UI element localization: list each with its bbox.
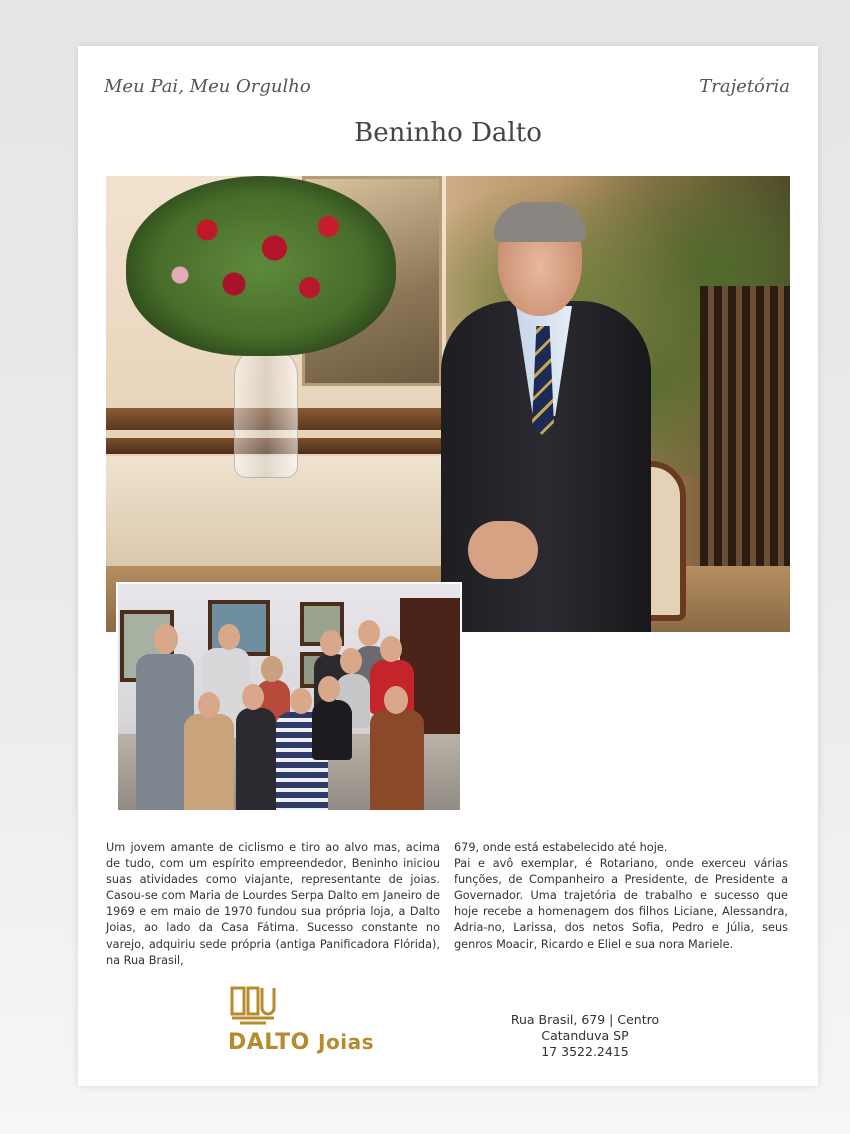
family-member — [312, 700, 352, 760]
store-address — [490, 1012, 680, 1060]
brand-logo — [228, 986, 388, 1062]
family-member-head — [290, 688, 312, 714]
family-member-head — [198, 692, 220, 718]
portrait-photo — [106, 176, 790, 632]
logo-text-light: Joias — [318, 1030, 374, 1054]
photo-flower-bouquet — [126, 176, 396, 356]
section-label: Meu Pai, Meu Orgulho — [104, 76, 311, 97]
photo-man-hands — [468, 521, 538, 579]
page-title: Beninho Dalto — [354, 118, 542, 148]
phone-number: 17 3522.2415 — [541, 1044, 629, 1059]
article-column-right — [454, 840, 788, 953]
photo-vase — [234, 346, 298, 478]
family-member-head — [380, 636, 402, 662]
logo-text-bold: DALTO — [228, 1030, 310, 1055]
article-paragraph: Um jovem amante de ciclismo e tiro ao alvo mas, acima de tudo, com um espírito empreendedor, Beninho iniciou suas atividades como viajante, representante de joias. Casou-se com Maria de Lourdes Serpa Dalto em Janeiro de 1969 e em maio de 1970 fundou sua própria loja, a Dalto Joias, ao lado da Casa Fátima. Sucesso constante no varejo, adquiriu sede própria (antiga Panificadora Flórida), na Rua Brasil, — [106, 841, 440, 967]
family-member-head — [242, 684, 264, 710]
photo-man-hair — [494, 202, 586, 242]
family-member — [236, 708, 276, 812]
article-paragraph: Pai e avô exemplar, é Rotariano, onde exerceu várias funções, de Companheiro a Presidente, de Presidente a Governador. Uma trajetória de trabalho e sucesso que hoje recebe a homenagem dos filhos Liciane, Alessandra, Adria-no, Larissa, dos netos Sofia, Pedro e Júlia, seus genros Moacir, Ricardo e Eliel e sua nora Mariele. — [454, 857, 788, 951]
family-member-head — [358, 620, 380, 646]
family-member — [184, 714, 234, 812]
article-paragraph: 679, onde está estabelecido até hoje. — [454, 841, 668, 854]
family-member-head — [340, 648, 362, 674]
family-member — [370, 710, 424, 812]
address-city: Catanduva SP — [541, 1028, 629, 1043]
family-member-head — [320, 630, 342, 656]
family-photo — [116, 582, 462, 812]
logo-wordmark — [228, 1030, 374, 1055]
article-column-left — [106, 840, 440, 969]
logo-monogram — [230, 986, 276, 1026]
family-member-head — [384, 686, 408, 714]
family-member-head — [261, 656, 283, 682]
address-line: Rua Brasil, 679 | Centro — [510, 1012, 660, 1027]
family-member-head — [218, 624, 240, 650]
document-page — [78, 46, 818, 1086]
category-label: Trajetória — [699, 76, 790, 97]
family-member-head — [318, 676, 340, 702]
family-member-head — [154, 624, 178, 654]
